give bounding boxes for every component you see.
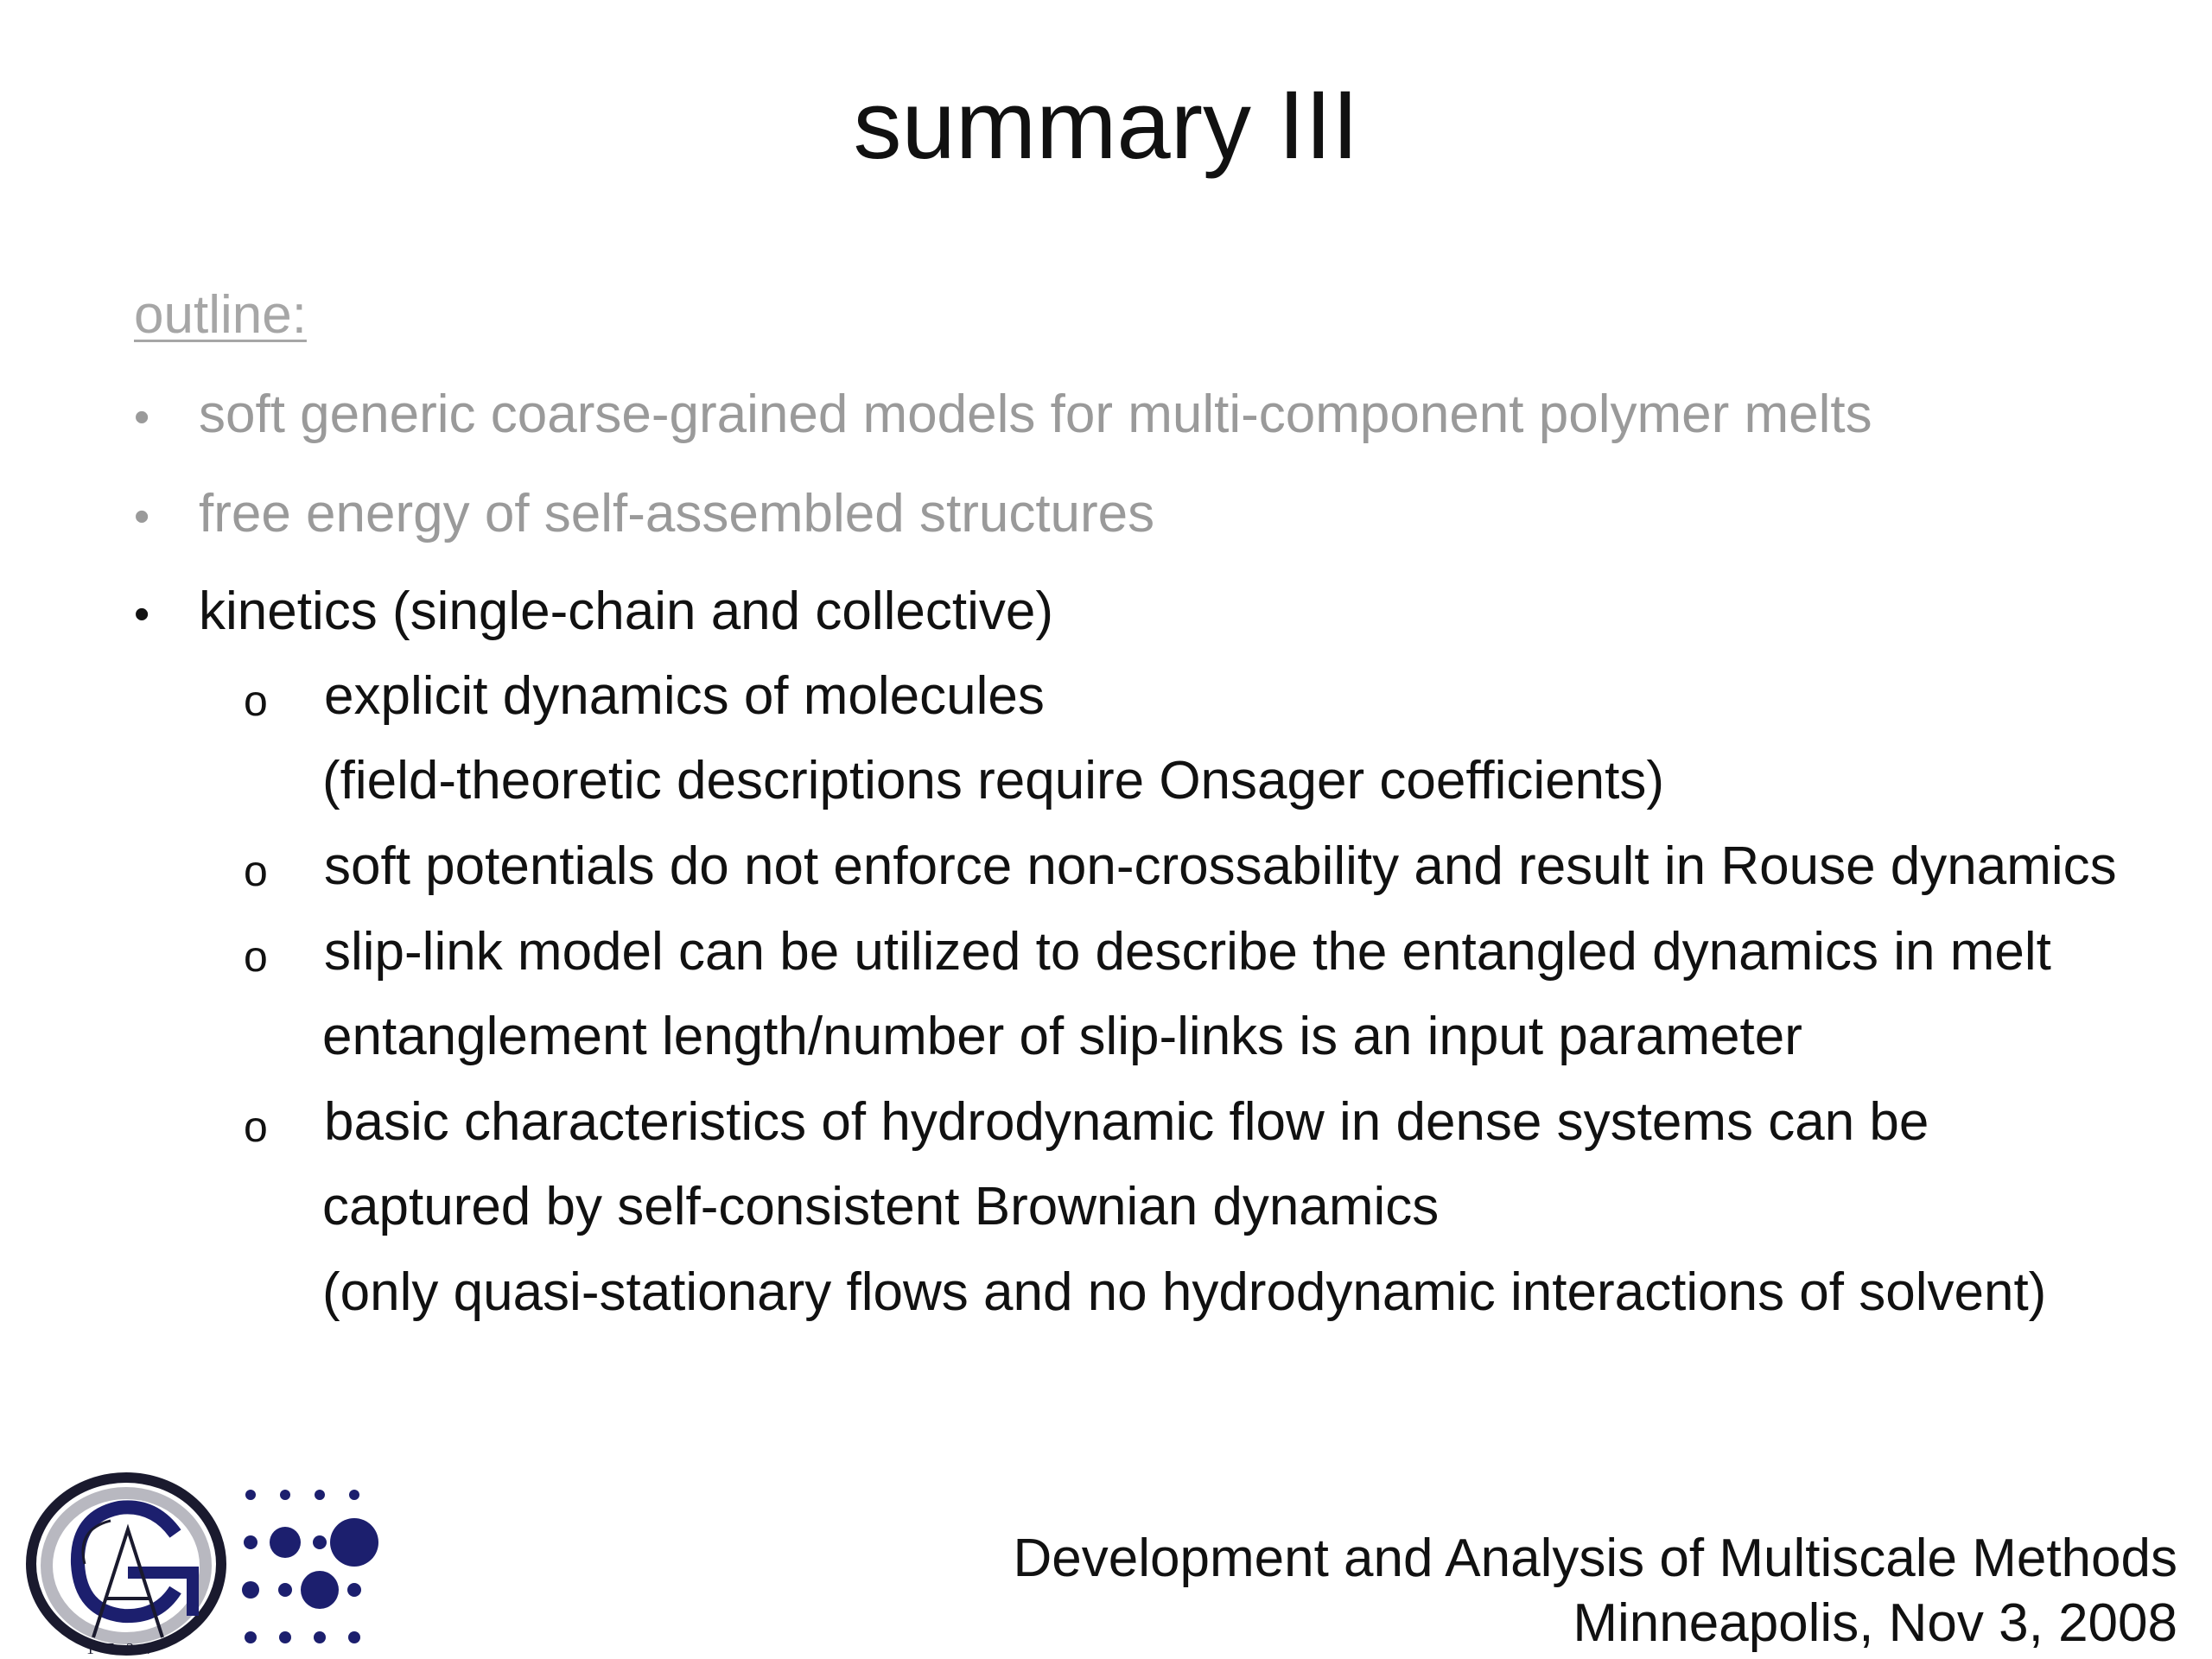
bullet-item: free energy of self-assembled structures — [199, 484, 1155, 543]
university-logo — [24, 1469, 456, 1659]
sub-item-line: explicit dynamics of molecules — [324, 666, 1045, 726]
bullet-marker: • — [134, 392, 150, 442]
footer-location-date: Minneapolis, Nov 3, 2008 — [1573, 1593, 2177, 1653]
sub-bullet-marker: o — [244, 677, 268, 725]
bullet-marker: • — [134, 492, 150, 542]
sub-bullet-marker: o — [244, 932, 268, 981]
sub-bullet-marker: o — [244, 847, 268, 895]
sub-item-line: soft potentials do not enforce non-crossability and result in Rouse dynamics — [324, 836, 2117, 896]
sub-item-line: basic characteristics of hydrodynamic flow in dense systems can be — [324, 1092, 1929, 1152]
footer-event: Development and Analysis of Multiscale Methods — [1013, 1529, 2177, 1588]
sub-item-line: entanglement length/number of slip-links is an input parameter — [322, 1007, 1802, 1066]
svg-text:1737: 1737 — [86, 1640, 166, 1657]
bullet-marker: • — [134, 589, 150, 639]
bullet-item: soft generic coarse-grained models for multi-component polymer melts — [199, 385, 1872, 444]
sub-item-line: captured by self-consistent Brownian dynamics — [322, 1177, 1440, 1236]
outline-label: outline: — [134, 285, 307, 345]
slide-title: summary III — [853, 71, 1359, 179]
bullet-item: kinetics (single-chain and collective) — [199, 582, 1054, 641]
seal-emblem — [31, 1478, 221, 1657]
sub-bullet-marker: o — [244, 1103, 268, 1151]
sub-item-line: (field-theoretic descriptions require Onsager coefficients) — [322, 751, 1665, 810]
dot-grid-emblem — [242, 1490, 378, 1643]
sub-item-line: (only quasi-stationary flows and no hydrodynamic interactions of solvent) — [322, 1262, 2047, 1322]
sub-item-line: slip-link model can be utilized to describe the entangled dynamics in melt — [324, 922, 2051, 982]
